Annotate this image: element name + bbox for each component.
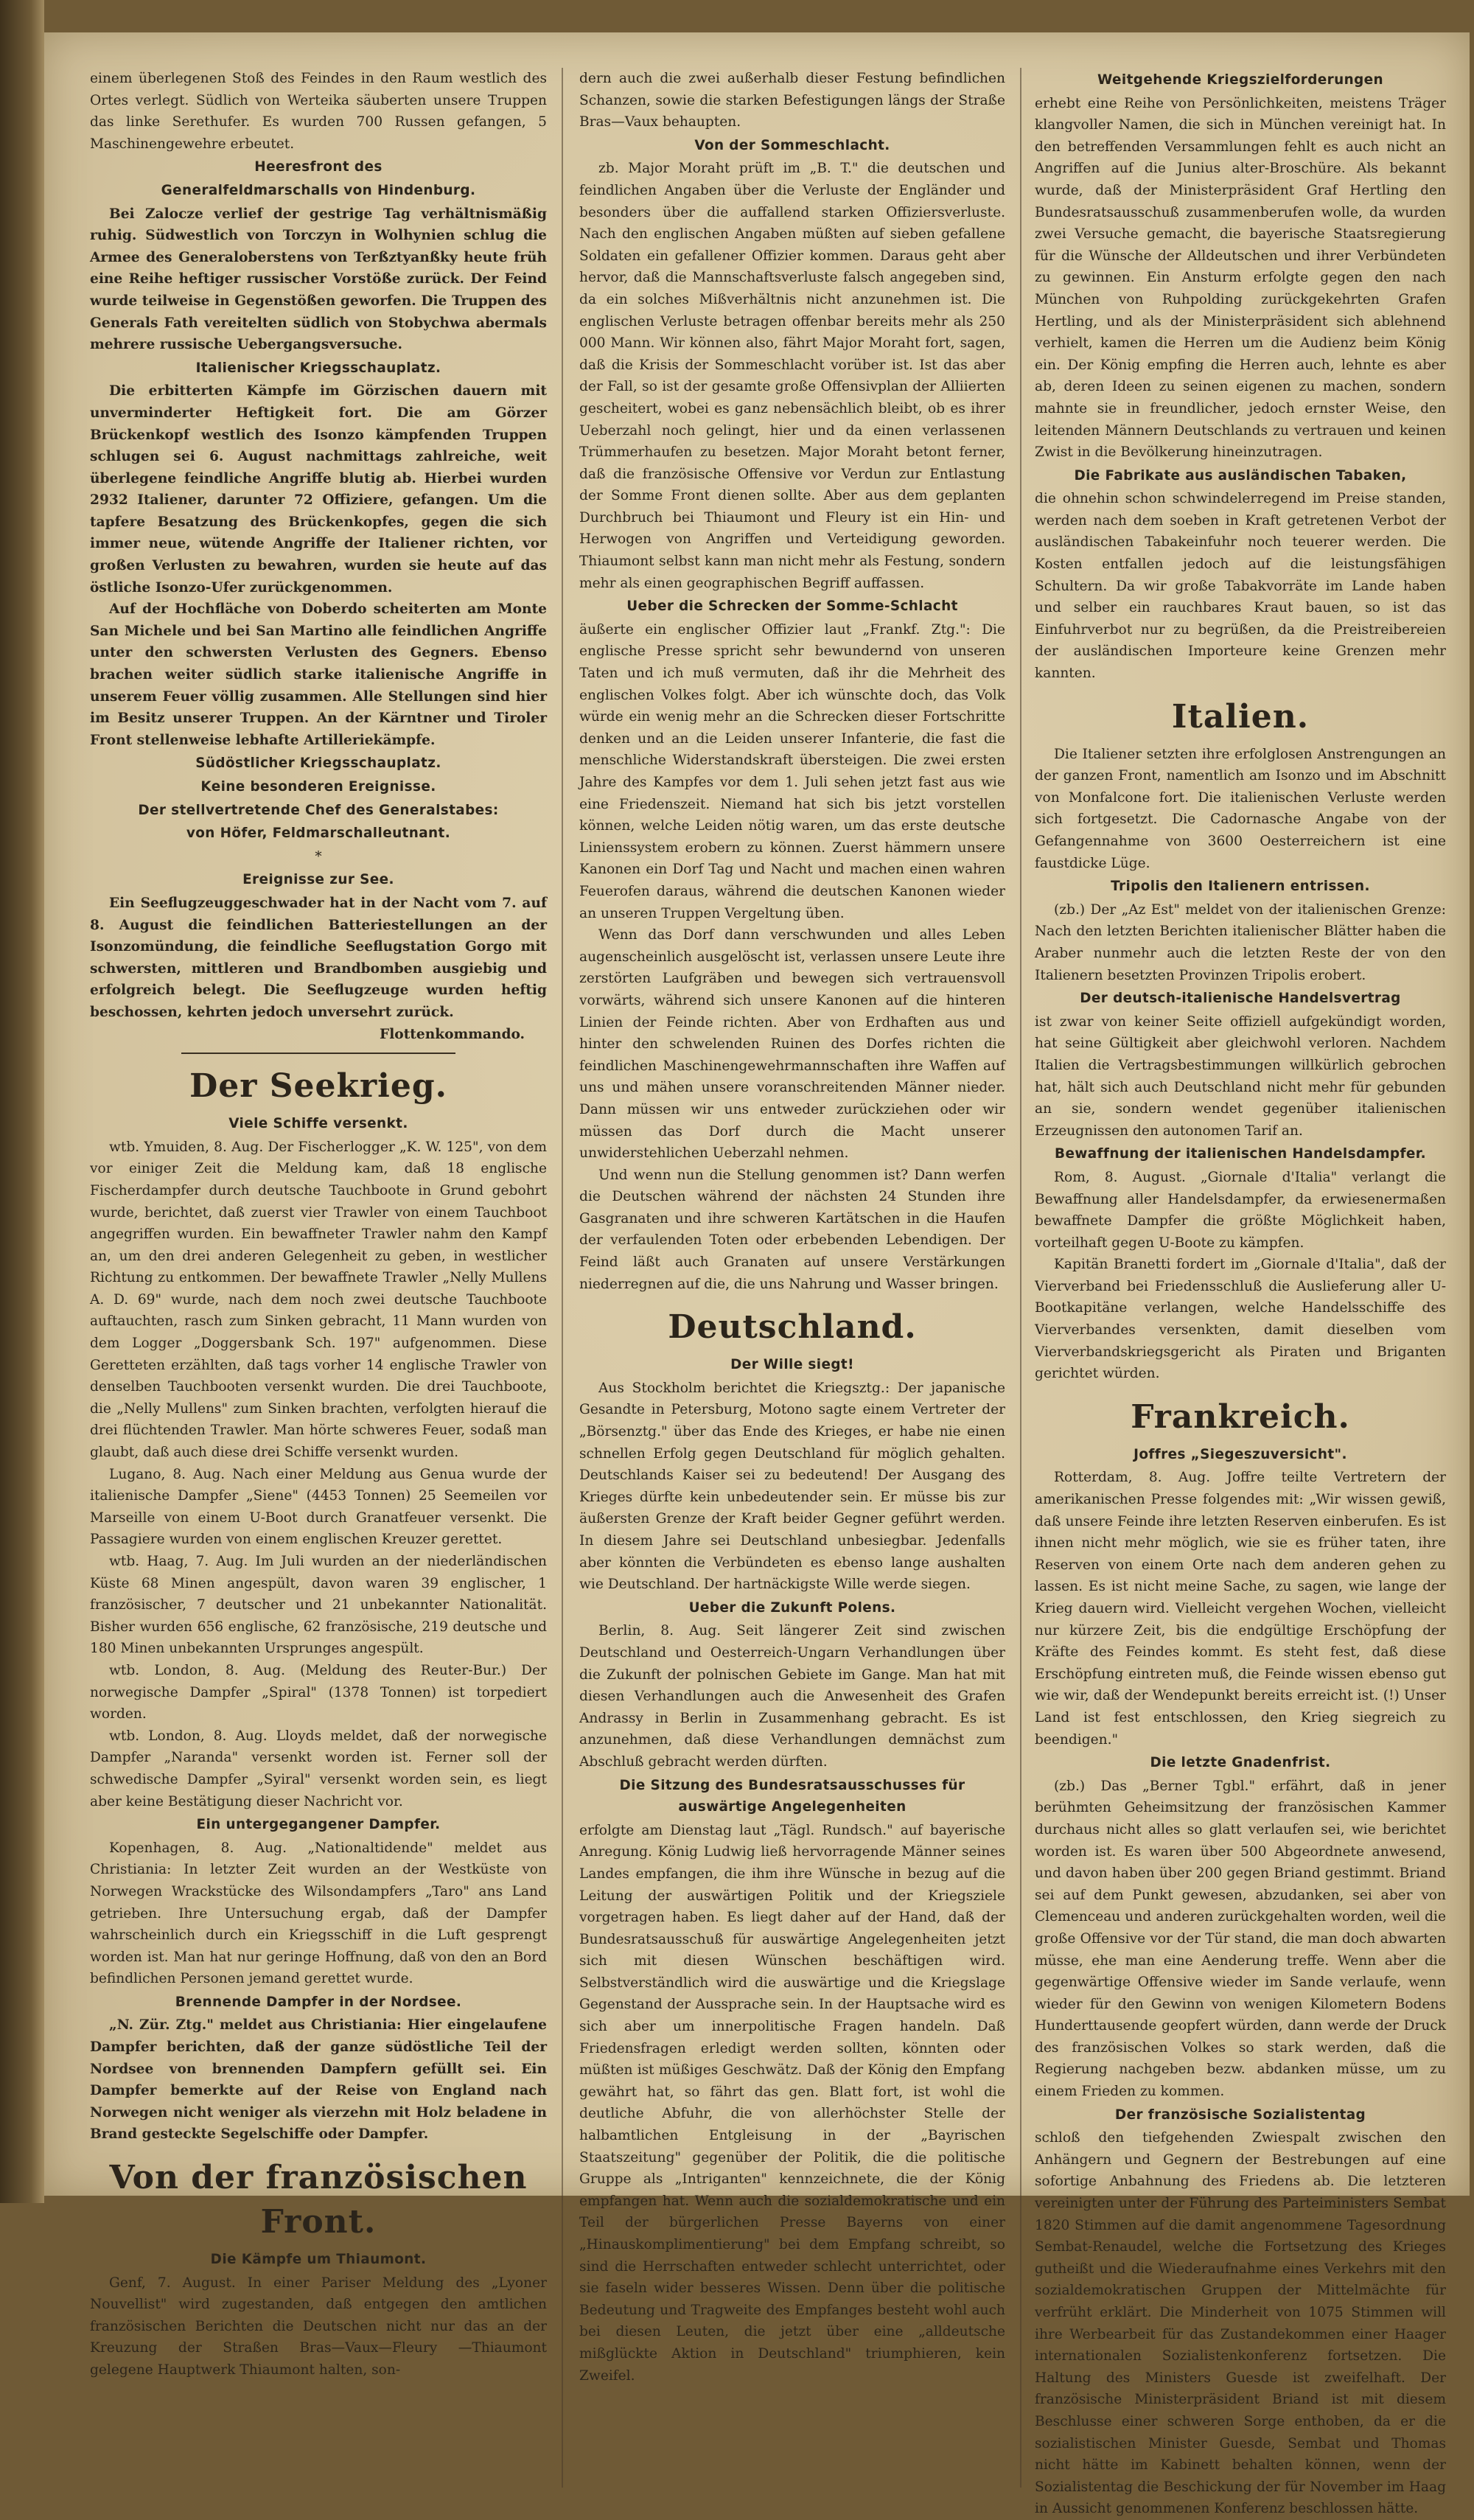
subheading: Weitgehende Kriegszielforderungen [1097, 72, 1384, 88]
paragraph: wtb. London, 8. Aug. Lloyds meldet, daß der norwegische Dampfer „Naranda" versenkt worden ist. Ferner soll der schwedische Dampfer „Syiral" versenkt worden sein, es liegt aber keine Bestätigung dieser Nachricht vor. [90, 1728, 547, 1809]
divider [181, 1053, 455, 1054]
paragraph: „N. Zür. Ztg." meldet aus Christiania: Hier eingelaufene Dampfer berichten, daß der ganze südöstliche Teil der Nordsee von brennenden Dampfern gefüllt sei. Ein Dampfer bemerkte auf der Reise von England nach Norwegen nicht weniger als vierzehn mit Holz beladene in Brand gesteckte Segelschiffe oder Dampfer. [90, 2017, 547, 2143]
subheading: Ereignisse zur See. [242, 872, 394, 888]
subheading: Die Fabrikate aus ausländischen Tabaken, [1074, 467, 1407, 484]
paragraph: wtb. London, 8. Aug. (Meldung des Reuter-Bur.) Der norwegische Dampfer „Spiral" (1378 Tonnen) ist torpediert worden. [90, 1662, 547, 1723]
page-edge-strip [0, 0, 44, 2203]
subheading: Der deutsch-italienische Handelsvertrag [1080, 991, 1401, 1007]
paragraph: die ohnehin schon schwindelerregend im Preise standen, werden nach dem soeben in Kraft getretenen Verbot der ausländischen Tabakeinfuhr noch teuerer werden. Die Kosten entfallen jedoch auf die leistungsfähigen Schultern. Da wir große Tabakvorräte im Lande haben und selber ein rauchbares Kraut bauen, so ist das Einfuhrverbot nur zu begrüßen, da die Preistreibereien der ausländischen Importeure keine Grenzen mehr kannten. [1035, 491, 1446, 682]
column-2 [579, 68, 1005, 2491]
subheading: Der Wille siegt! [730, 1357, 854, 1373]
signature-line: Der stellvertretende Chef des Generalstabes: [138, 802, 499, 818]
subheading: Tripolis den Italienern entrissen. [1111, 879, 1370, 895]
subheading: Ueber die Schrecken der Somme-Schlacht [626, 598, 958, 615]
separator-star: * [315, 848, 322, 865]
paragraph: Die Italiener setzten ihre erfolglosen Anstrengungen an der ganzen Front, namentlich am Isonzo und im Abschnitt von Monfalcone fort. Die italienischen Verluste werden sich fortgesetzt. Die Cadornasche Angabe von der Gefangennahme von 3600 Oesterreichern ist eine faustdicke Lüge. [1035, 746, 1446, 871]
paragraph: erfolgte am Dienstag laut „Tägl. Rundsch." auf bayerische Anregung. König Ludwig ließ hervorragende Männer seines Landes empfangen, die ihm ihre Wünsche in bezug auf die Leitung der auswärtigen Politik und der Kriegsziele vorgetragen haben. Es liegt daher auf der Hand, daß der Bundesratsausschuß für auswärtige Angelegenheiten jetzt sich mit diesen Wünschen beschäftigen wird. Selbstverständlich wird die auswärtige und die Kriegslage Gegenstand der Aussprache sein. In der Hauptsache wird es sich aber um innerpolitische Fragen handeln. Daß Friedensfragen erledigt werden sollten, könnten oder müßten ist müßiges Geschwätz. Daß der König den Empfang gewährt hat, so fährt das gen. Blatt fort, ist wohl die deutliche Abfuhr, die von allerhöchster Stelle der halbamtlichen Entgleisung in der „Bayrischen Staatszeitung" gegenüber der Politik, die die politische Gruppe als „Intriganten" kennzeichnete, die der König empfangen hat. Wenn auch die sozialdemokratische und ein Teil der bürgerlichen Presse Bayerns von einer „Hinauskomplimentierung" bei dem Empfang schreibt, so sind die Herrschaften entweder schlecht unterrichtet, oder sie faseln wider besseres Wissen. Denn über die politische Bedeutung und Tragweite des Empfanges besteht wohl auch bei diesen Leuten, die jetzt über eine „alldeutsche mißglückte Aktion in Deutschland" triumphieren, kein Zweifel. [579, 1822, 1005, 2384]
paragraph: Ein Seeflugzeuggeschwader hat in der Nacht vom 7. auf 8. August die feindlichen Batteriestellungen an der Isonzomündung, die feindliche Seeflugstation Gorgo mit schwersten, mittleren und Brandbomben ausgiebig und erfolgreich belegt. Die Seeflugzeuge wurden heftig beschossen, kehrten jedoch unversehrt zurück. [90, 895, 547, 1020]
paragraph: schloß den tiefgehenden Zwiespalt zwischen den Anhängern und Gegnern der Bestrebungen auf eine sofortige Anbahnung des Friedens ab. Die letzteren vereinigten unter der Führung des Parteiministers Sembat 1820 Stimmen auf die damit angenommene Tagesordnung Sembat-Renaudel, welche die Fortsetzung des Krieges gutheißt und die Wiederaufnahme eines Verkehrs mit den sozialdemokratischen Gruppen der Mittelmächte für verfrüht erklärt. Die Minderheit von 1075 Stimmen will ihre Werbearbeit für das Zustandekommen einer Haager internationalen Sozialistenkonferenz fortsetzen. Die Haltung des Ministers Guesde ist zweifelhaft. Der französische Ministerpräsident Briand ist mit diesem Beschlusse einer schweren Sorge enthoben, da er die sozialistischen Minister Guesde, Sembat und Thomas nicht hätte im Kabinett behalten können, wenn der Sozialistentag die Beschickung der für November im Haag in Aussicht genommenen Konferenz beschlossen hätte. [1035, 2130, 1446, 2517]
paragraph: Rom, 8. August. „Giornale d'Italia" verlangt die Bewaffnung aller Handelsdampfer, da erwiesenermaßen bewaffnete Dampfer die größte Möglichkeit haben, vorteilhaft gegen U-Boote zu kämpfen. [1035, 1169, 1446, 1251]
paragraph: (zb.) Das „Berner Tgbl." erfährt, daß in jener berühmten Geheimsitzung der französischen Kammer durchaus nicht alles so glatt verlaufen sei, wie berichtet worden ist. Es waren über 500 Abgeordnete anwesend, und davon haben über 200 gegen Briand gestimmt. Briand sei auf dem Punkt gewesen, abzudanken, sei aber von Clemenceau und anderen zurückgehalten worden, weil die große Offensive vor der Tür stand, die man doch abwarten müsse, ehe man eine Aenderung treffe. Wenn aber die gegenwärtige Offensive wieder im Sande verlaufe, wenn wieder für den Gewinn von wenigen Kilometern Bodens Hunderttausende geopfert würden, dann werde der Druck des französischen Volkes so stark werden, daß die Regierung nachgeben bezw. abdanken müsse, um zu einem Frieden zu kommen. [1035, 1778, 1446, 2100]
paragraph: Kapitän Branetti fordert im „Giornale d'Italia", daß der Vierverband bei Friedensschluß die Auslieferung aller U-Bootkapitäne verlangen, welche Handelsschiffe des Vierverbandes versenkten, damit dieselben vom Vierverbandskriegsgericht als Piraten und Briganten gerichtet würden. [1035, 1257, 1446, 1382]
subheading: Ein untergegangener Dampfer. [196, 1817, 441, 1833]
paragraph: (zb.) Der „Az Est" meldet von der italienischen Grenze: Nach den letzten Berichten italienischer Blätter haben die Araber nunmehr auch die letzten Reste der von den Italienern besetzten Provinzen Tripolis erobert. [1035, 901, 1446, 983]
paragraph: Die erbitterten Kämpfe im Görzischen dauern mit unverminderter Heftigkeit fort. Die am Görzer Brückenkopf westlich des Isonzo kämpfenden Truppen schlugen sei 6. August nachmittags zahlreiche, weit überlegene feindliche Angriffe blutig ab. Hierbei wurden 2932 Italiener, darunter 72 Offiziere, gefangen. Um die tapfere Besatzung des Brückenkopfes, gegen die sich immer neue, wütende Angriffe der Italiener richten, vor großen Verlusten zu bewahren, wurden sie heute auf das östliche Isonzo-Ufer zurückgenommen. [90, 383, 547, 596]
section-headline: Frankreich. [1131, 1397, 1350, 1436]
paragraph: einem überlegenen Stoß des Feindes in den Raum westlich des Ortes verlegt. Südlich von Werteika säuberten unsere Truppen das linke Serethufer. Es wurden 700 Russen gefangen, 5 Maschinengewehre erbeutet. [90, 71, 547, 152]
paragraph: äußerte ein englischer Offizier laut „Frankf. Ztg.": Die englische Presse spricht sehr bewundernd von unseren Taten und ich muß vermuten, daß ihr die Mehrheit des englischen Volkes folgt. Aber ich wünschte doch, das Volk würde ein wenig mehr an die Schrecken dieser Fortschritte denken und an die Leiden unserer Infanterie, die fast die menschliche Widerstandskraft übersteigen. Die zwei ersten Jahre des Kampfes vor dem 1. Juli sehen jetzt fast aus wie eine Friedenszeit. Niemand hat sich bis jetzt vorstellen können, welche Leiden nötig waren, um das erste deutsche Linienssystem erobern zu können. Zuerst hämmern unsere Kanonen ein Dorf Tag und Nacht und machen einen wahren Feuerofen daraus, während die deutschen Kanonen wieder an unseren Truppen Vergeltung üben. [579, 621, 1005, 921]
column-1 [90, 68, 547, 2491]
paragraph: Aus Stockholm berichtet die Kriegsztg.: Der japanische Gesandte in Petersburg, Motono sagte einem Vertreter der „Börsenztg." über das Ende des Krieges, er habe nie einen schnellen Erfolg gegen Deutschland für möglich gehalten. Deutschlands Kaiser sei zu bedeutend! Der Ausgang des Krieges dürfte kein unbedeutender sein. Er müsse bis zur äußersten Grenze der Kraft beider Gegner geführt werden. In diesem Jahre sei Deutschland unbesiegbar. Jedenfalls aber könnten die Verbündeten es ebenso lange aushalten wie Deutschland. Der hartnäckigste Wille werde siegen. [579, 1380, 1005, 1593]
paragraph: Berlin, 8. Aug. Seit längerer Zeit sind zwischen Deutschland und Oesterreich-Ungarn Verhandlungen über die Zukunft der polnischen Gebiete im Gange. Man hat mit diesen Verhandlungen auch die Anwesenheit des Grafen Andrassy in Berlin in Zusammenhang gebracht. Es ist anzunehmen, daß diese Verhandlungen demnächst zum Abschluß gebracht werden dürften. [579, 1623, 1005, 1770]
subheading: Der französische Sozialistentag [1114, 2107, 1366, 2123]
section-headline: Italien. [1171, 697, 1310, 736]
signature-line: von Höfer, Feldmarschalleutnant. [186, 826, 451, 842]
section-headline: Deutschland. [668, 1308, 917, 1347]
subheading: Brennende Dampfer in der Nordsee. [175, 1994, 462, 2010]
subheading: Italienischer Kriegsschauplatz. [195, 360, 441, 376]
paragraph: wtb. Haag, 7. Aug. Im Juli wurden an der niederländischen Küste 68 Minen angespült, davon waren 39 englischer, 1 französischer, 7 deutscher und 21 unbekannter Nationalität. Bisher wurden 656 englische, 62 französische, 219 deutsche und 180 Minen unbekannten Ursprunges angespült. [90, 1554, 547, 1657]
subheading: Südöstlicher Kriegsschauplatz. [195, 755, 441, 772]
subheading: Heeresfront des [254, 159, 383, 175]
column-rule-2 [1020, 68, 1021, 2488]
subheading: Die Sitzung des Bundesratsausschusses für auswärtige Angelegenheiten [619, 1777, 965, 1815]
paragraph: Kopenhagen, 8. Aug. „Nationaltidende" meldet aus Christiania: In letzter Zeit wurden an der Westküste von Norwegen Wrackstücke des Wilsondampfers „Taro" ans Land getrieben. Ihre Untersuchung ergab, daß der Dampfer wahrscheinlich durch ein Kriegsschiff in die Luft gesprengt worden ist. Man hat nur geringe Hoffnung, daß von den an Bord befindlichen Personen jemand gerettet wurde. [90, 1840, 547, 1987]
paragraph: Bei Zalocze verlief der gestrige Tag verhältnismäßig ruhig. Südwestlich von Torczyn in Wolhynien schlug die Armee des Generaloberstens von Terßztyanßky heute früh eine Reihe heftiger russischer Vorstöße zurück. Der Feind wurde teilweise in Gegenstößen geworfen. Die Truppen des Generals Fath vereitelten südlich von Stobychwa abermals mehrere russische Uebergangsversuche. [90, 206, 547, 353]
paragraph: wtb. Ymuiden, 8. Aug. Der Fischerlogger „K. W. 125", von dem vor einiger Zeit die Meldung kam, daß 18 englische Fischerdampfer durch deutsche Tauchboote in Grund gebohrt wurde, berichtet, daß zuerst vier Trawler von einem Tauchboot angegriffen wurden. Ein bewaffneter Trawler nahm den Kampf an, um den drei anderen Gelegenheit zu geben, in westlicher Richtung zu entkommen. Der bewaffnete Trawler „Nelly Mullens A. D. 69" wurde, nach dem noch zwei deutsche Tauchboote auftauchten, rasch zum Sinken gebracht, 11 Mann wurden von dem Logger „Doggersbank Sch. 197" aufgenommen. Diese Geretteten erzählten, daß tags vorher 14 englische Trawler von denselben Tauchbooten versenkt wurden. Die drei Tauchboote, die „Nelly Mullens" zum Sinken brachten, verfolgten hierauf die drei flüchtenden Trawler. Man hörte schweres Feuer, sodaß man glaubt, daß auch diese drei Schiffe versenkt wurden. [90, 1139, 547, 1461]
paragraph: Wenn das Dorf dann verschwunden und alles Leben augenscheinlich ausgelöscht ist, verlassen unsere Leute ihre zerstörten Laufgräben und bewegen sich vertrauensvoll vorwärts, während sich unsere Kanonen auf die hinteren Linien der Feinde richten. Aber von Erdhaften aus und hinter den schwelenden Ruinen des Dorfes richten die feindlichen Maschinengewehrmannschaften ihre Waffen auf uns und mähen unsere voranschreitenden Männer nieder. Dann müssen wir uns entweder zurückziehen oder wir müssen das Dorf durch die Macht unserer unwiderstehlichen Ueberzahl nehmen. [579, 927, 1005, 1162]
paragraph: dern auch die zwei außerhalb dieser Festung befindlichen Schanzen, sowie die starken Befestigungen längs der Straße Bras—Vaux behaupten. [579, 71, 1005, 130]
signature-line: Flottenkommando. [380, 1026, 525, 1042]
section-headline: Der Seekrieg. [189, 1067, 447, 1106]
paragraph: Und wenn nun die Stellung genommen ist? Dann werfen die Deutschen während der nächsten 24 Stunden ihre Gasgranaten und ihre schweren Kartätschen in die Haufen der verfaulenden Toten oder erbebenden Lebendigen. Der Feind läßt auch Granaten auf unsere Verstärkungen niederregnen auf die, die uns Nahrung und Wasser bringen. [579, 1167, 1005, 1292]
paragraph: ist zwar von keiner Seite offiziell aufgekündigt worden, hat seine Gültigkeit aber gleichwohl verloren. Nachdem Italien die Vertragsbestimmungen willkürlich gebrochen hat, hält sich auch Deutschland nicht mehr für gebunden an sie, sondern wendet gegenüber italienischen Erzeugnissen den autonomen Tarif an. [1035, 1013, 1446, 1139]
subheading: Ueber die Zukunft Polens. [688, 1599, 896, 1616]
column-3 [1035, 68, 1446, 2517]
subheading: Keine besonderen Ereignisse. [200, 779, 436, 795]
paragraph: Genf, 7. August. In einer Pariser Meldung des „Lyoner Nouvellist" wird zugestanden, daß entgegen den amtlichen französischen Berichten die Deutschen nicht nur das an der Kreuzung der Straßen Bras—Vaux—Fleury —Thiaumont gelegene Hauptwerk Thiaumont halten, son- [90, 2275, 547, 2378]
section-headline: Von der französischen Front. [109, 2159, 528, 2241]
subheading: Die Kämpfe um Thiaumont. [210, 2252, 427, 2268]
paragraph: erhebt eine Reihe von Persönlichkeiten, meistens Träger klangvoller Namen, die sich in München vereinigt hat. In den betreffenden Versammlungen fehlt es auch nicht an Angriffen auf die Junius alter-Broschüre. Als bekannt wurde, daß der Ministerpräsident Graf Hertling den Bundesratsausschuß zusammenberufen wolle, da wurden zwei Versuche gemacht, die bayerische Staatsregierung für die Wünsche der Alldeutschen und ihrer Verbündeten zu gewinnen. Ein Ansturm erfolgte gegen den nach München von Ruhpolding zurückgekehrten Grafen Hertling, und als der Ministerpräsident sich ablehnend verhielt, kamen die Herren um die Audienz beim König ein. Der König empfing die Herren auch, lehnte es aber ab, deren Ideen zu seinen eigenen zu machen, sondern mahnte sie in freundlicher, jedoch ernster Weise, den leitenden Männern Deutschlands zu vertrauen und keinen Zwist in die Bevölkerung hineinzutragen. [1035, 95, 1446, 461]
column-rule-1 [562, 68, 563, 2488]
subheading: Bewaffnung der italienischen Handelsdampfer. [1055, 1146, 1426, 1162]
subheading: Die letzte Gnadenfrist. [1150, 1755, 1331, 1771]
paragraph: Rotterdam, 8. Aug. Joffre teilte Vertretern der amerikanischen Presse folgendes mit: „Wir wissen gewiß, daß unsere Feinde ihre letzten Reserven einberufen. Es ist ihnen nicht mehr möglich, wie sie es früher taten, ihre Reserven von einem Orte nach dem anderen gehen zu lassen. Es ist nicht meine Sache, zu sagen, wie lange der Krieg dauern wird. Vielleicht vergehen Wochen, vielleicht nur kürzere Zeit, bis die endgültige Erschöpfung der Kräfte des Feindes kommt. Es steht fest, daß diese Erschöpfung eintreten muß, die Feinde wissen ebenso gut wie wir, daß der Wendepunkt bereits erreicht ist. (!) Unser Land ist fest entschlossen, den Krieg siegreich zu beendigen." [1035, 1470, 1446, 1748]
paragraph: Auf der Hochfläche von Doberdo scheiterten am Monte San Michele und bei San Martino alle feindlichen Angriffe unter den schwersten Verlusten des Gegners. Ebenso brachen weiter südlich starke italienische Angriffe in unserem Feuer völlig zusammen. Alle Stellungen sind hier im Besitz unserer Truppen. An der Kärntner und Tiroler Front stellenweise lebhafte Artilleriekämpfe. [90, 601, 547, 748]
subheading: Generalfeldmarschalls von Hindenburg. [161, 182, 476, 198]
paragraph: zb. Major Moraht prüft im „B. T." die deutschen und feindlichen Angaben über die Verluste der Engländer und besonders über die auffallend starken Offiziersverluste. Nach den englischen Angaben müßten auf sieben gefallene Soldaten ein gefallener Offizier kommen. Daraus geht aber hervor, daß die Mannschaftsverluste falsch angegeben sind, da ein solches Mißverhältnis nicht anzunehmen ist. Die englischen Verluste betragen offenbar bereits mehr als 250 000 Mann. Wir können also, fährt Major Moraht fort, sagen, daß die Krisis der Sommeschlacht vorüber ist. Ist das aber der Fall, so ist der gesamte große Offensivplan der Alliierten gescheitert, wobei es ganz nebensächlich bleibt, ob es ihrer Ueberzahl noch gelingt, hier und da einen verlassenen Trümmerhaufen zu besetzen. Major Moraht betont ferner, daß die französische Offensive vor Verdun zur Entlastung der Somme Front dienen sollte. Aber aus dem geplanten Durchbruch bei Thiaumont und Fleury ist ein Hin- und Herwogen von Angriffen und Verteidigung geworden. Thiaumont selbst kann man nicht mehr als Festung, sondern mehr als einen geographischen Begriff auffassen. [579, 161, 1005, 591]
subheading: Viele Schiffe versenkt. [228, 1116, 408, 1132]
subheading: Von der Sommeschlacht. [694, 137, 890, 153]
subheading: Joffres „Siegeszuversicht". [1134, 1446, 1347, 1462]
paragraph: Lugano, 8. Aug. Nach einer Meldung aus Genua wurde der italienische Dampfer „Siene" (4453 Tonnen) 25 Seemeilen vor Marseille von einem U-Boot durch Granatfeuer versenkt. Die Passagiere wurden von einem englischen Kreuzer gerettet. [90, 1466, 547, 1548]
